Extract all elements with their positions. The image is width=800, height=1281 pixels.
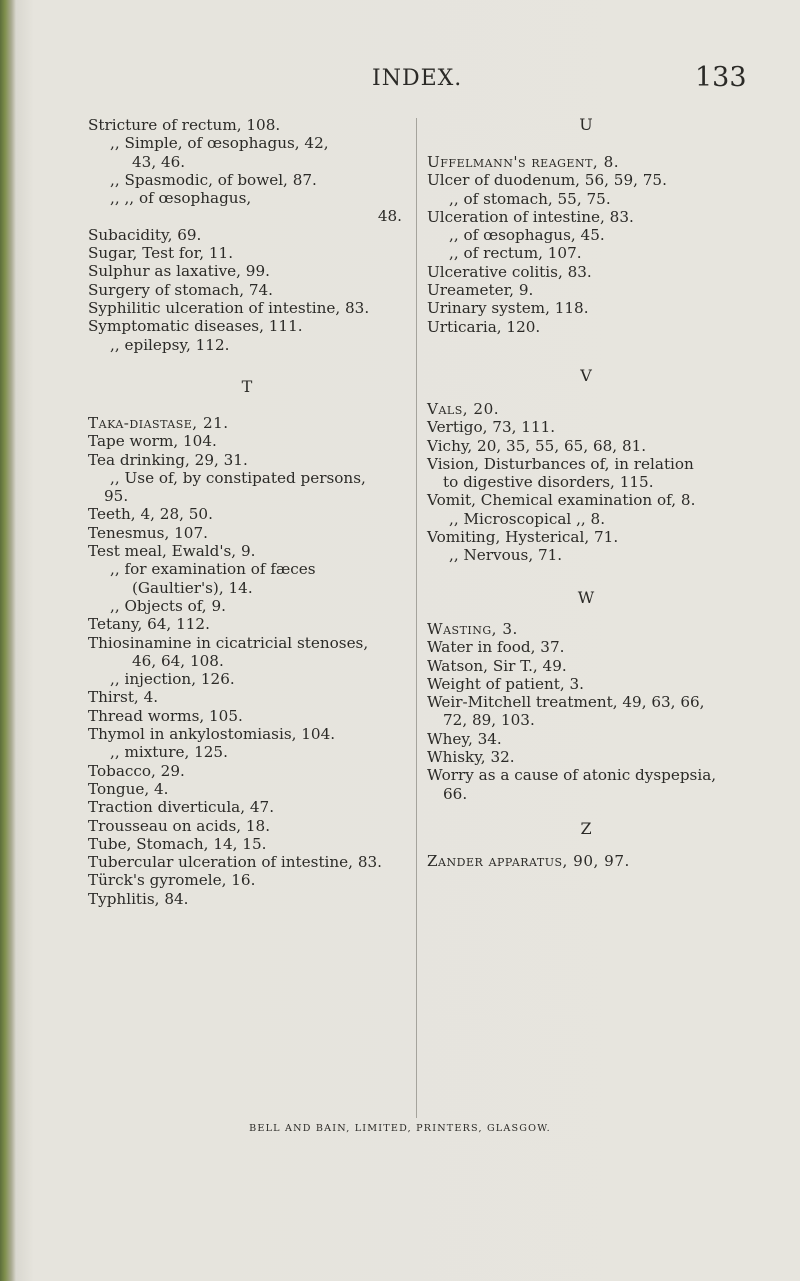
index-entry-continuation: 66. [443, 784, 468, 803]
section-letter-t: T [241, 377, 253, 396]
index-entry: Trousseau on acids, 18. [88, 816, 271, 835]
column-divider [416, 118, 417, 1118]
section-letter-v: V [580, 366, 592, 385]
index-entry: Vomit, Chemical examination of, 8. [427, 491, 696, 510]
index-entry: Teeth, 4, 28, 50. [88, 505, 213, 524]
index-entry: Typhlitis, 84. [88, 889, 189, 908]
index-entry: Watson, Sir T., 49. [427, 656, 567, 675]
index-entry: Ureameter, 9. [427, 281, 534, 300]
index-entry: Syphilitic ulceration of intestine, 83. [88, 298, 370, 317]
section-letter-z: Z [580, 819, 592, 838]
index-entry: Stricture of rectum, 108. [88, 116, 281, 134]
index-entry-continuation: 46, 64, 108. [132, 651, 224, 670]
index-entry-continuation: 95. [104, 487, 129, 506]
index-subentry: ,, of rectum, 107. [449, 244, 582, 263]
index-subentry: ,, ,, of œsophagus, [110, 189, 252, 208]
index-entry: Wasting, 3. [427, 620, 518, 638]
index-entry: Thiosinamine in cicatricial stenoses, [88, 633, 369, 652]
index-subentry: ,, mixture, 125. [110, 743, 228, 762]
index-entry: Türck's gyromele, 16. [88, 871, 256, 890]
index-entry: Thymol in ankylostomiasis, 104. [88, 725, 336, 744]
index-entry: Vals, 20. [427, 400, 500, 418]
index-entry: Tenesmus, 107. [88, 523, 208, 542]
index-entry: Uffelmann's reagent, 8. [427, 153, 620, 171]
index-entry: Tetany, 64, 112. [88, 615, 210, 634]
index-entry-continuation: 48. [377, 207, 402, 226]
index-entry: Tea drinking, 29, 31. [88, 450, 248, 469]
index-entry: Tubercular ulceration of intestine, 83. [88, 853, 382, 872]
index-entry: Whisky, 32. [427, 748, 515, 767]
index-entry: Tobacco, 29. [88, 761, 185, 780]
index-entry: Subacidity, 69. [88, 225, 202, 244]
index-entry: Thirst, 4. [88, 688, 159, 707]
index-block-z [427, 852, 745, 870]
index-block-t [88, 414, 406, 908]
index-entry: Sugar, Test for, 11. [88, 244, 234, 263]
index-block-s [88, 116, 406, 354]
index-subentry: ,, Use of, by constipated persons, [110, 468, 366, 487]
index-entry: Water in food, 37. [427, 638, 565, 657]
index-entry: Zander apparatus, 90, 97. [427, 852, 630, 870]
index-subentry: ,, Spasmodic, of bowel, 87. [110, 170, 317, 189]
index-entry: Symptomatic diseases, 111. [88, 317, 303, 336]
index-entry-continuation: (Gaultier's), 14. [132, 578, 253, 597]
index-entry-continuation: 72, 89, 103. [443, 711, 535, 730]
index-subentry: ,, for examination of fæces [110, 560, 316, 579]
index-entry: Taka-diastase, 21. [88, 414, 229, 432]
index-entry: Traction diverticula, 47. [88, 798, 275, 817]
index-subentry: ,, Objects of, 9. [110, 596, 226, 615]
printer-imprint: BELL AND BAIN, LIMITED, PRINTERS, GLASGOW. [249, 1123, 551, 1134]
index-entry: Vomiting, Hysterical, 71. [427, 528, 619, 547]
index-subentry: ,, of œsophagus, 45. [449, 226, 605, 245]
index-entry-continuation: 43, 46. [132, 152, 186, 171]
index-block-v [427, 400, 745, 565]
index-entry: Worry as a cause of atonic dyspepsia, [427, 766, 717, 785]
index-entry: Tongue, 4. [88, 779, 169, 798]
index-entry: Ulcer of duodenum, 56, 59, 75. [427, 171, 667, 190]
index-entry: Vichy, 20, 35, 55, 65, 68, 81. [427, 436, 647, 455]
index-entry: Test meal, Ewald's, 9. [88, 542, 256, 561]
section-letter-w: W [577, 588, 595, 607]
index-entry: Weir-Mitchell treatment, 49, 63, 66, [427, 693, 705, 712]
index-entry: Tube, Stomach, 14, 15. [88, 834, 267, 853]
index-entry: Whey, 34. [427, 729, 502, 748]
index-subentry: ,, of stomach, 55, 75. [449, 189, 611, 208]
index-entry: Weight of patient, 3. [427, 674, 584, 693]
index-subentry: ,, injection, 126. [110, 670, 235, 689]
index-entry: Urticaria, 120. [427, 317, 541, 336]
index-block-u [427, 153, 745, 336]
index-subentry: ,, epilepsy, 112. [110, 335, 230, 354]
book-binding-edge [0, 0, 16, 1281]
index-subentry: ,, Microscopical ,, 8. [449, 509, 606, 528]
index-entry: Tape worm, 104. [88, 432, 217, 451]
running-header: INDEX. [372, 66, 463, 91]
index-entry: Sulphur as laxative, 99. [88, 262, 270, 281]
index-entry: Urinary system, 118. [427, 299, 589, 318]
index-entry: Thread worms, 105. [88, 706, 243, 725]
index-entry: Vision, Disturbances of, in relation [427, 454, 694, 473]
index-entry-continuation: to digestive disorders, 115. [443, 473, 654, 492]
index-block-w [427, 620, 745, 803]
index-entry: Ulceration of intestine, 83. [427, 207, 634, 226]
index-subentry: ,, Nervous, 71. [449, 546, 563, 565]
index-entry: Ulcerative colitis, 83. [427, 262, 592, 281]
index-entry: Surgery of stomach, 74. [88, 280, 274, 299]
index-entry: Vertigo, 73, 111. [427, 418, 556, 437]
index-subentry: ,, Simple, of œsophagus, 42, [110, 134, 329, 153]
page-number: 133 [695, 62, 747, 93]
section-letter-u: U [579, 115, 593, 134]
